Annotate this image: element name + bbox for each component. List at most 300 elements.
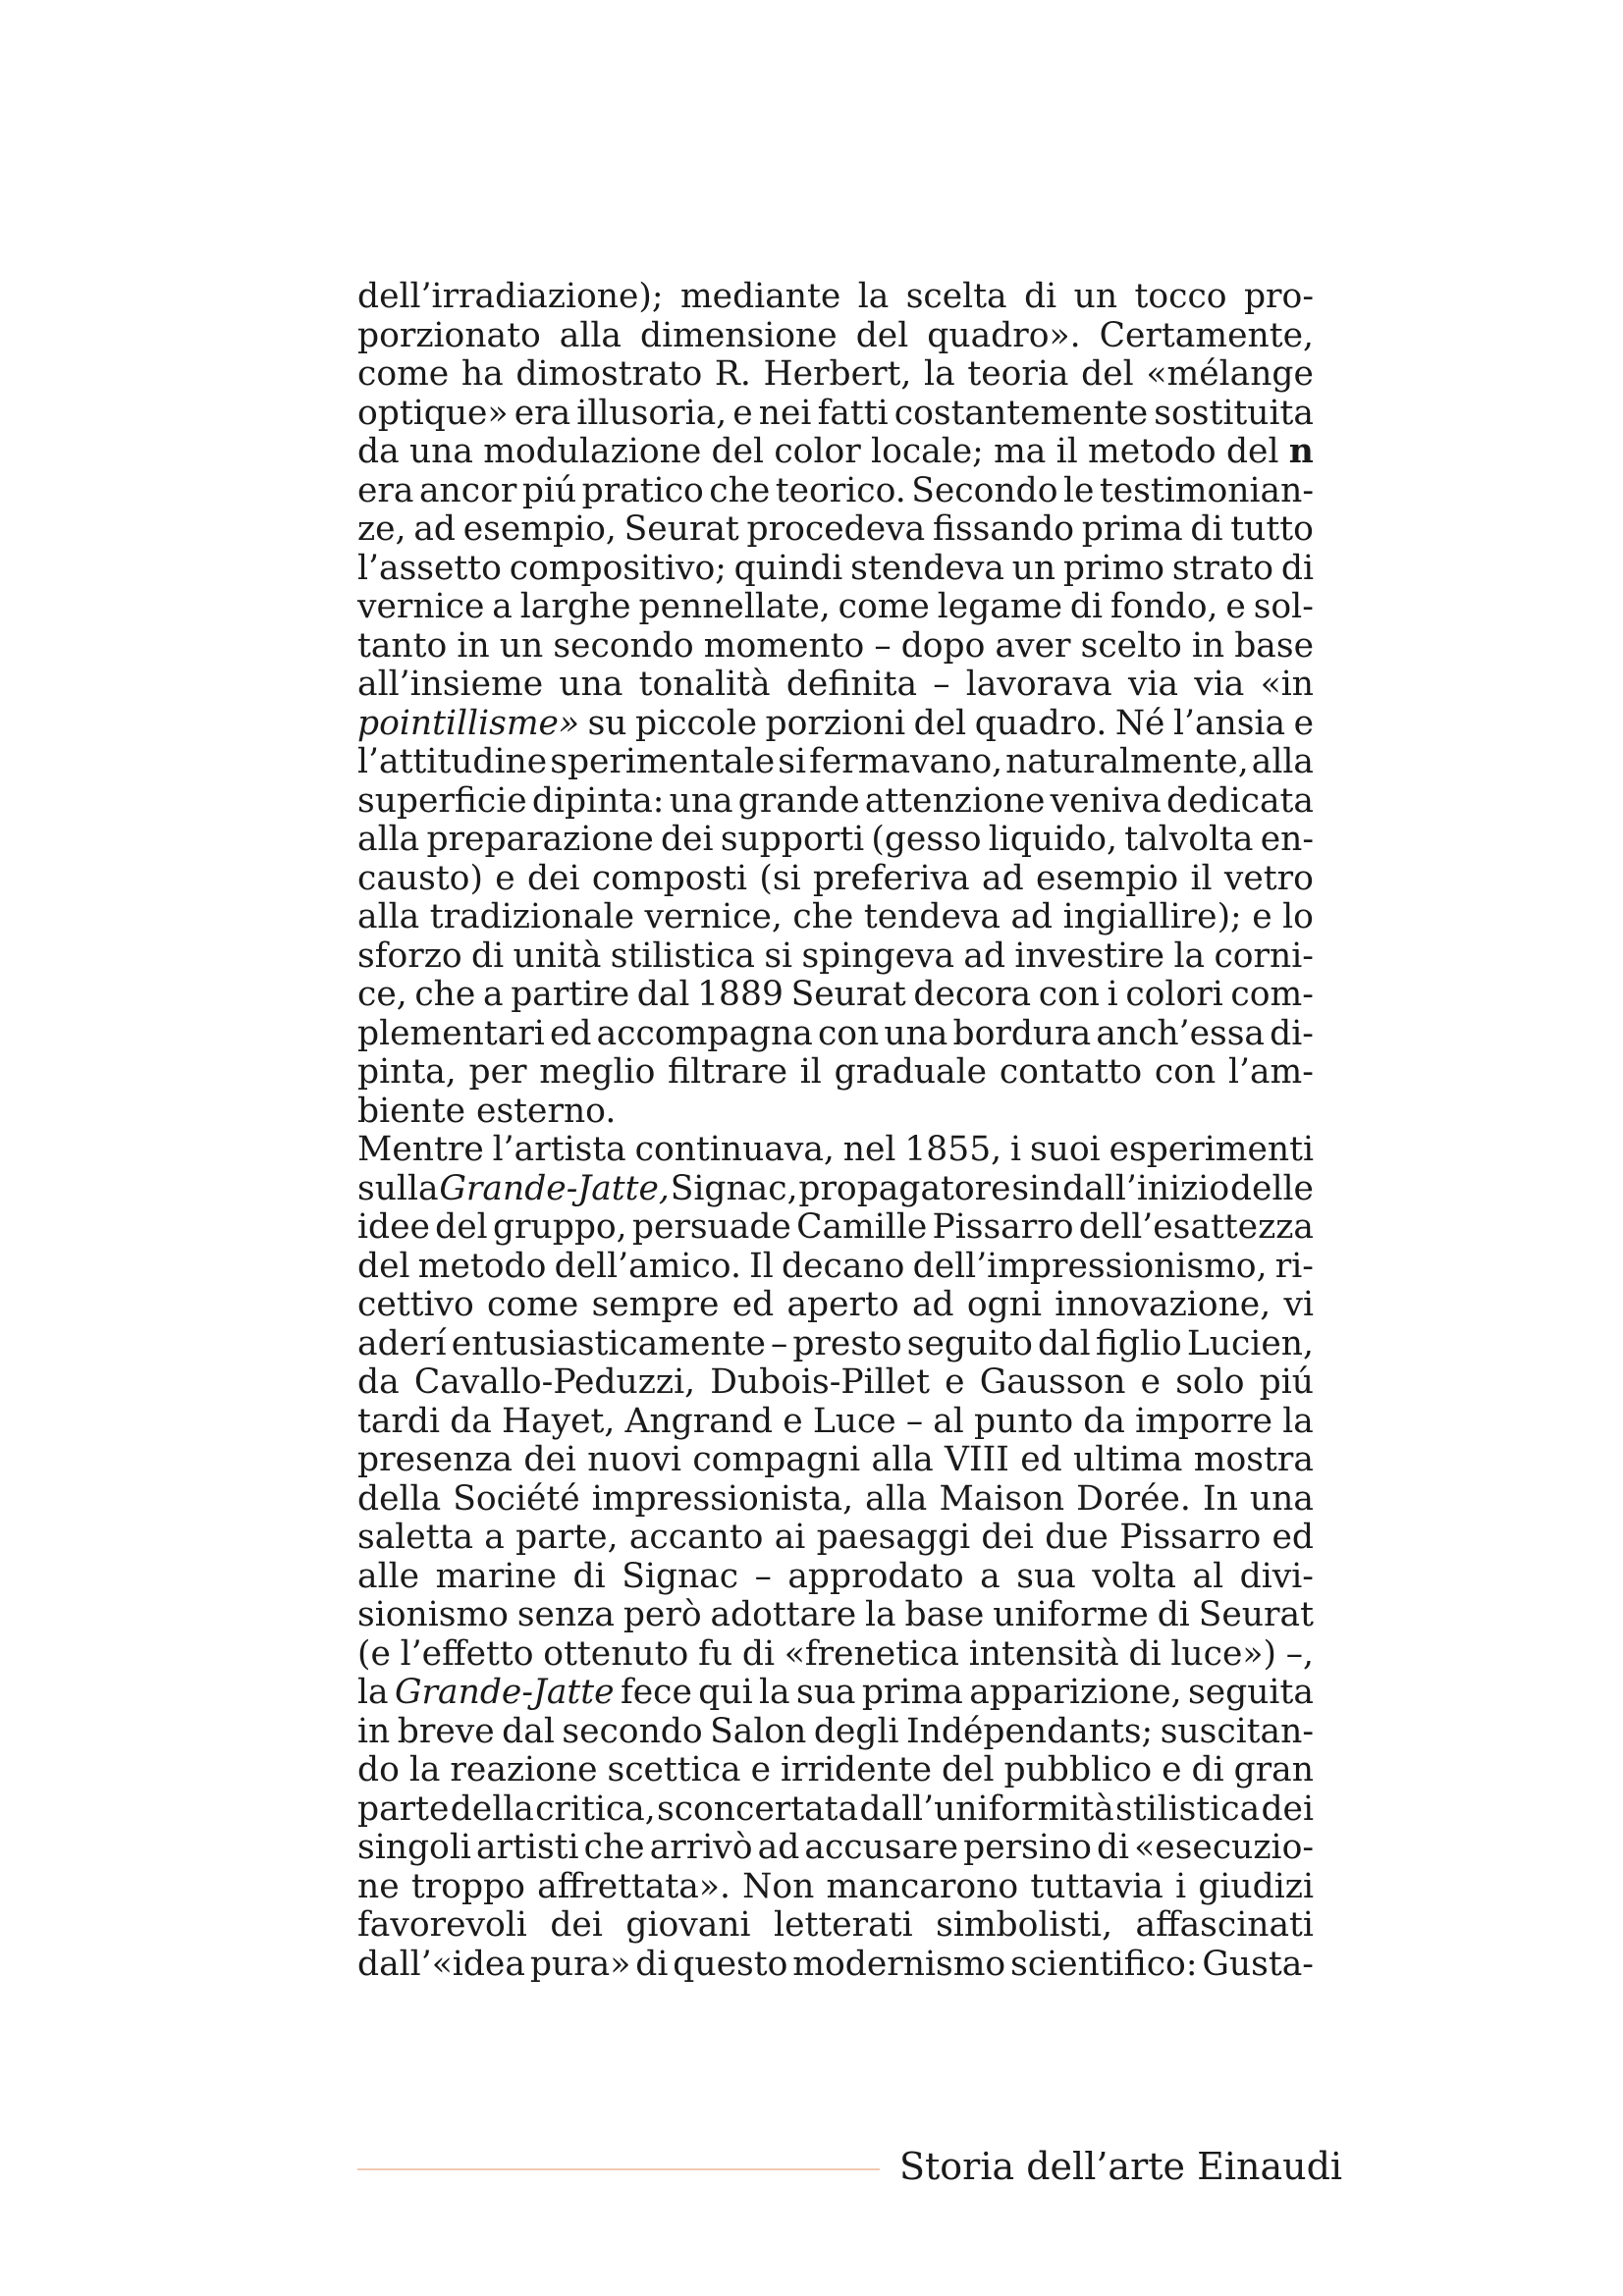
- word: scelto: [1080, 625, 1182, 666]
- word: talvolta: [1124, 820, 1254, 859]
- word: Grande-Jatte: [395, 1673, 615, 1712]
- word: Gusta-: [1202, 1944, 1314, 1984]
- word: base: [1234, 625, 1314, 666]
- text-line: [357, 782, 1314, 822]
- word: persuade: [631, 1207, 791, 1247]
- word: fatti: [817, 393, 889, 433]
- word: (e: [357, 1633, 391, 1674]
- word: color: [774, 432, 861, 471]
- word: nel: [842, 1130, 896, 1169]
- text-line: [357, 1829, 1314, 1868]
- word: definita: [785, 665, 918, 704]
- text-line: [357, 510, 1314, 550]
- word: fermavano,: [809, 742, 1003, 781]
- word: l’am-: [1227, 1052, 1314, 1092]
- word: tutto: [1230, 509, 1314, 549]
- word: mostra: [1193, 1440, 1314, 1479]
- word: della: [357, 1478, 442, 1519]
- word: saletta: [357, 1518, 474, 1557]
- word: lavorava: [965, 665, 1112, 704]
- text-line: [357, 588, 1314, 627]
- word: Dorée.: [1076, 1478, 1191, 1519]
- word: dell’esattezza: [1078, 1207, 1314, 1247]
- word: sempre: [591, 1285, 720, 1324]
- word: alla: [357, 897, 420, 936]
- word: l’ansia: [1172, 703, 1286, 743]
- text-line: [357, 898, 1314, 937]
- word: ne: [357, 1866, 400, 1906]
- word: da: [357, 1362, 400, 1402]
- text-line: [357, 278, 1314, 317]
- word: figlio: [1095, 1323, 1182, 1363]
- word: parte,: [515, 1518, 619, 1557]
- word: artisti: [475, 1828, 579, 1867]
- word: dimensione: [640, 315, 838, 355]
- word: «in: [1260, 665, 1314, 704]
- word: fu: [698, 1633, 733, 1674]
- word: dei: [523, 1440, 576, 1479]
- word: qui: [698, 1673, 753, 1712]
- word: aver: [995, 625, 1071, 666]
- word: ad: [757, 1828, 800, 1867]
- word: Seurat: [1198, 1595, 1314, 1634]
- word: sperimentale: [550, 742, 776, 781]
- word: procedeva: [746, 509, 926, 549]
- word: seguita: [1188, 1673, 1314, 1712]
- word: unità: [513, 935, 602, 976]
- text-line: [357, 937, 1314, 977]
- word: via: [1127, 665, 1179, 704]
- word: ad: [413, 509, 456, 549]
- word: decano: [782, 1246, 905, 1286]
- word: seguito: [906, 1323, 1033, 1363]
- word: illusoria,: [576, 393, 728, 433]
- word: la: [1173, 935, 1206, 976]
- text-line: [357, 1674, 1314, 1713]
- word: dal: [1038, 1323, 1091, 1363]
- word: alle: [357, 1556, 420, 1596]
- word: ed: [1271, 1518, 1314, 1557]
- word: impressionista,: [591, 1478, 854, 1519]
- word: attenzione: [864, 780, 1046, 821]
- text-line: [357, 1713, 1314, 1752]
- text-line: [357, 1946, 1314, 1985]
- word: dall’inizio: [1062, 1168, 1230, 1208]
- word: suscitan-: [1160, 1711, 1314, 1751]
- word: di: [1157, 1595, 1190, 1634]
- word: scientifico:: [1010, 1944, 1198, 1984]
- word: lo: [1282, 897, 1314, 936]
- word: prima: [861, 1673, 963, 1712]
- word: plementari: [357, 1013, 545, 1053]
- text-line: [357, 821, 1314, 860]
- text-line: [357, 1053, 1314, 1093]
- word: Société: [453, 1478, 580, 1519]
- text-line: [357, 1558, 1314, 1597]
- word: en-: [1260, 820, 1314, 859]
- word: locale;: [871, 432, 984, 471]
- word: ad: [982, 858, 1024, 898]
- word: la: [1282, 1401, 1314, 1441]
- word: fissando: [932, 509, 1075, 549]
- word: «esecuzio-: [1134, 1828, 1314, 1867]
- word: presenza: [357, 1440, 514, 1479]
- word: pointillisme»: [357, 703, 580, 743]
- word: in: [457, 625, 490, 666]
- word: idee: [357, 1207, 430, 1247]
- word: la: [759, 1673, 790, 1712]
- word: volta: [1092, 1556, 1176, 1596]
- text-line: [357, 1906, 1314, 1946]
- word: preparazione: [426, 820, 654, 859]
- word: punto: [973, 1401, 1074, 1441]
- word: –: [905, 1401, 924, 1441]
- word: Il: [749, 1246, 774, 1286]
- word: un: [1073, 277, 1118, 316]
- word: 1855,: [904, 1130, 1002, 1169]
- word: ed: [1020, 1440, 1062, 1479]
- word: dei: [981, 1518, 1034, 1557]
- word: 1889: [697, 975, 784, 1014]
- word: VIII: [945, 1440, 1009, 1479]
- word: gran: [1233, 1750, 1314, 1789]
- word: quadro».: [927, 315, 1081, 355]
- word: sionismo: [357, 1595, 509, 1634]
- word: accusare: [804, 1828, 959, 1867]
- word: ce,: [357, 975, 407, 1014]
- word: sconcertata: [656, 1789, 859, 1829]
- word: delle: [1229, 1168, 1314, 1208]
- word: alla: [865, 1478, 928, 1519]
- text-line: [357, 1635, 1314, 1675]
- word: alla: [871, 1440, 934, 1479]
- word: come: [487, 1285, 579, 1324]
- word: esempio,: [462, 509, 617, 549]
- word: (gesso: [871, 820, 982, 859]
- word: do: [357, 1750, 400, 1789]
- word: una: [669, 780, 733, 821]
- text-line: [357, 1519, 1314, 1558]
- word: persino: [963, 1828, 1092, 1867]
- word: Luce: [812, 1401, 896, 1441]
- word: e: [495, 858, 515, 898]
- word: accompagna: [596, 1013, 813, 1053]
- word: preferiva: [812, 858, 970, 898]
- word: il: [1190, 858, 1213, 898]
- word: e: [1293, 703, 1314, 743]
- word: larghe: [519, 587, 631, 626]
- text-line: [357, 1868, 1314, 1907]
- word: aperto: [786, 1285, 899, 1324]
- word: Grande-Jatte,: [439, 1168, 670, 1208]
- word: ad: [911, 1285, 954, 1324]
- word: ottenuto: [543, 1633, 689, 1674]
- text-line: [357, 1170, 1314, 1209]
- word: di: [635, 1944, 669, 1984]
- word: testimonian-: [1099, 470, 1314, 510]
- word: apparizione,: [969, 1673, 1182, 1712]
- word: –: [770, 1323, 788, 1363]
- word: un: [1011, 548, 1056, 588]
- word: sol-: [1253, 587, 1314, 626]
- word: senza: [516, 1595, 615, 1634]
- word: ad: [1010, 897, 1054, 936]
- word: breve: [397, 1711, 495, 1751]
- word: liquido,: [988, 820, 1117, 859]
- word: Pissarro: [932, 1207, 1074, 1247]
- word: legame: [937, 587, 1062, 626]
- word: Secondo: [911, 470, 1058, 510]
- word: giovani: [625, 1905, 751, 1945]
- word: paesaggi: [816, 1518, 971, 1557]
- text-line: [357, 666, 1314, 705]
- text-line: [357, 355, 1314, 395]
- word: divi-: [1239, 1556, 1314, 1596]
- word: mediante: [679, 277, 841, 316]
- word: letterati: [774, 1905, 913, 1945]
- word: con: [817, 1013, 880, 1053]
- word: alla: [1251, 742, 1314, 781]
- word: una: [1249, 1478, 1314, 1519]
- word: Dubois-Pillet: [710, 1362, 930, 1402]
- word: secondo: [553, 625, 694, 666]
- word: presto: [792, 1323, 902, 1363]
- word: del: [1081, 354, 1134, 394]
- word: graduale: [834, 1052, 988, 1092]
- word: si: [778, 742, 807, 781]
- word: Mentre: [357, 1130, 484, 1169]
- word: dei: [526, 858, 580, 898]
- word: in: [357, 1711, 391, 1751]
- word: ed: [731, 1285, 775, 1324]
- word: però: [622, 1595, 702, 1634]
- word: entusiasticamente: [451, 1323, 766, 1363]
- word: a: [980, 1556, 1001, 1596]
- word: ingiallire);: [1062, 897, 1242, 936]
- word: l’artista: [492, 1130, 626, 1169]
- footer-title: Storia dell’arte Einaudi: [899, 2145, 1343, 2188]
- word: dell’impressionismo,: [912, 1246, 1268, 1286]
- word: filtrare: [668, 1052, 787, 1092]
- word: e: [750, 1750, 771, 1789]
- word: Camille: [796, 1207, 928, 1247]
- word: di: [1096, 1828, 1130, 1867]
- text-line: [357, 1015, 1314, 1054]
- word: e: [1140, 1362, 1162, 1402]
- word: «frenetica: [784, 1633, 959, 1674]
- word: da: [450, 1401, 492, 1441]
- word: i: [1175, 1866, 1187, 1906]
- text-line: [357, 1751, 1314, 1790]
- word: superficie: [357, 780, 527, 821]
- word: Lucien,: [1186, 1323, 1314, 1363]
- word: tendeva: [863, 897, 1001, 936]
- word: pinta,: [357, 1052, 457, 1092]
- word: esperimenti: [1109, 1130, 1314, 1169]
- word: intensità: [968, 1633, 1119, 1674]
- word: con: [1154, 1052, 1217, 1092]
- word: partire: [511, 975, 630, 1014]
- word: sua: [796, 1673, 856, 1712]
- word: Gausson: [979, 1362, 1126, 1402]
- word: Signac,: [670, 1168, 798, 1208]
- word: favorevoli: [357, 1905, 527, 1945]
- text-line: [357, 1208, 1314, 1248]
- word: mancarono: [826, 1866, 1019, 1906]
- word: in: [1191, 625, 1225, 666]
- word: spingeva: [801, 935, 955, 976]
- word: simbolisti,: [936, 1905, 1113, 1945]
- word: aderí: [357, 1323, 447, 1363]
- word: Pissarro: [1119, 1518, 1262, 1557]
- word: dal: [502, 1711, 555, 1751]
- word: biente: [357, 1091, 466, 1131]
- word: primo: [1062, 548, 1165, 588]
- word: metodo: [1088, 432, 1217, 471]
- word: tocco: [1134, 277, 1227, 316]
- word: al: [933, 1401, 964, 1441]
- word: cettivo: [357, 1285, 474, 1324]
- word: vetro: [1223, 858, 1314, 898]
- word: adottare: [710, 1595, 857, 1634]
- word: modulazione: [483, 432, 702, 471]
- word: ha: [460, 354, 504, 394]
- word: Certamente,: [1099, 315, 1314, 355]
- word: la: [408, 1750, 441, 1789]
- word: dipinta:: [531, 780, 665, 821]
- word: reazione: [450, 1750, 598, 1789]
- word: «mélange: [1146, 354, 1314, 394]
- word: le: [1062, 470, 1095, 510]
- word: marine: [435, 1556, 558, 1596]
- text-line: [357, 1403, 1314, 1442]
- text-line: [357, 1480, 1314, 1520]
- word: di-: [1270, 1013, 1314, 1053]
- word: da: [357, 432, 400, 471]
- word: anch’essa: [1096, 1013, 1266, 1053]
- word: tanto: [357, 625, 448, 666]
- word: pratico: [581, 470, 704, 510]
- word: come: [357, 354, 450, 394]
- word: contatto: [999, 1052, 1143, 1092]
- word: naturalmente,: [1005, 742, 1249, 781]
- word: e: [1252, 897, 1272, 936]
- word: e: [1225, 587, 1246, 626]
- word: da: [1083, 1401, 1125, 1441]
- word: piccole: [635, 703, 758, 743]
- word: e: [945, 1362, 965, 1402]
- word: fece: [620, 1673, 692, 1712]
- word: sforzo: [357, 935, 462, 976]
- word: quadro.: [974, 703, 1108, 743]
- word: di: [741, 1633, 775, 1674]
- word: irridente: [780, 1750, 933, 1789]
- word: grande: [737, 780, 860, 821]
- word: solo: [1175, 1362, 1245, 1402]
- word: –,: [1285, 1633, 1314, 1674]
- word: che: [414, 975, 476, 1014]
- word: scettica: [607, 1750, 741, 1789]
- word: della: [450, 1789, 534, 1829]
- word: –: [874, 625, 892, 666]
- word: esterno.: [476, 1091, 617, 1131]
- word: composti: [591, 858, 748, 898]
- word: tradizionale: [429, 897, 634, 936]
- word: dall’«idea: [357, 1944, 525, 1984]
- word: l’attitudine: [357, 742, 548, 781]
- word: continuava,: [634, 1130, 835, 1169]
- word: (si: [759, 858, 801, 898]
- word: propagatore: [798, 1168, 1011, 1208]
- word: accanto: [628, 1518, 764, 1557]
- word: affrettata».: [537, 1866, 730, 1906]
- word: scelta: [905, 277, 1007, 316]
- word: era: [514, 393, 571, 433]
- word: singoli: [357, 1828, 471, 1867]
- word: alla: [357, 820, 420, 859]
- word: bordura: [952, 1013, 1092, 1053]
- text-line: [357, 317, 1314, 356]
- word: ed: [549, 1013, 592, 1053]
- word: innovazione,: [1055, 1285, 1271, 1324]
- word: prima: [1081, 509, 1183, 549]
- word: dell’irradiazione);: [357, 277, 664, 316]
- word: di: [1191, 1750, 1224, 1789]
- word: piú: [1259, 1362, 1314, 1402]
- word: dopo: [900, 625, 986, 666]
- word: all’insieme: [357, 665, 544, 704]
- word: vernice: [357, 587, 485, 626]
- word: del: [357, 1246, 410, 1286]
- word: del: [913, 703, 967, 743]
- footer-rule: [357, 2168, 880, 2170]
- word: di: [1024, 277, 1057, 316]
- word: optique»: [357, 393, 509, 433]
- word: del: [1225, 432, 1279, 471]
- word: ultima: [1073, 1440, 1183, 1479]
- word: la: [357, 1673, 389, 1712]
- word: giudizi: [1198, 1866, 1314, 1906]
- word: imporre: [1135, 1401, 1273, 1441]
- word: teoria: [967, 354, 1069, 394]
- word: il: [799, 1052, 822, 1092]
- word: ze,: [357, 509, 406, 549]
- word: pennellate,: [638, 587, 831, 626]
- word: stilistica: [610, 935, 755, 976]
- word: compagni: [692, 1440, 861, 1479]
- word: degli: [813, 1711, 899, 1751]
- word: la: [924, 354, 955, 394]
- text-line: [357, 860, 1314, 899]
- word: vi: [1283, 1285, 1314, 1324]
- word: del: [941, 1750, 995, 1789]
- word: Seurat: [790, 975, 906, 1014]
- word: costantemente: [893, 393, 1149, 433]
- word: dall’uniformità: [859, 1789, 1114, 1829]
- word: i: [1010, 1130, 1022, 1169]
- text-line: [357, 627, 1314, 667]
- word: pro-: [1243, 277, 1314, 316]
- word: compositivo;: [509, 548, 727, 588]
- word: dal: [636, 975, 690, 1014]
- word: arrivò: [649, 1828, 753, 1867]
- word: com-: [1230, 975, 1314, 1014]
- word: pubblico: [1003, 1750, 1153, 1789]
- word: del: [435, 1207, 488, 1247]
- word: era: [357, 470, 414, 510]
- text-line: [357, 1093, 1314, 1132]
- word: metodo: [417, 1246, 547, 1286]
